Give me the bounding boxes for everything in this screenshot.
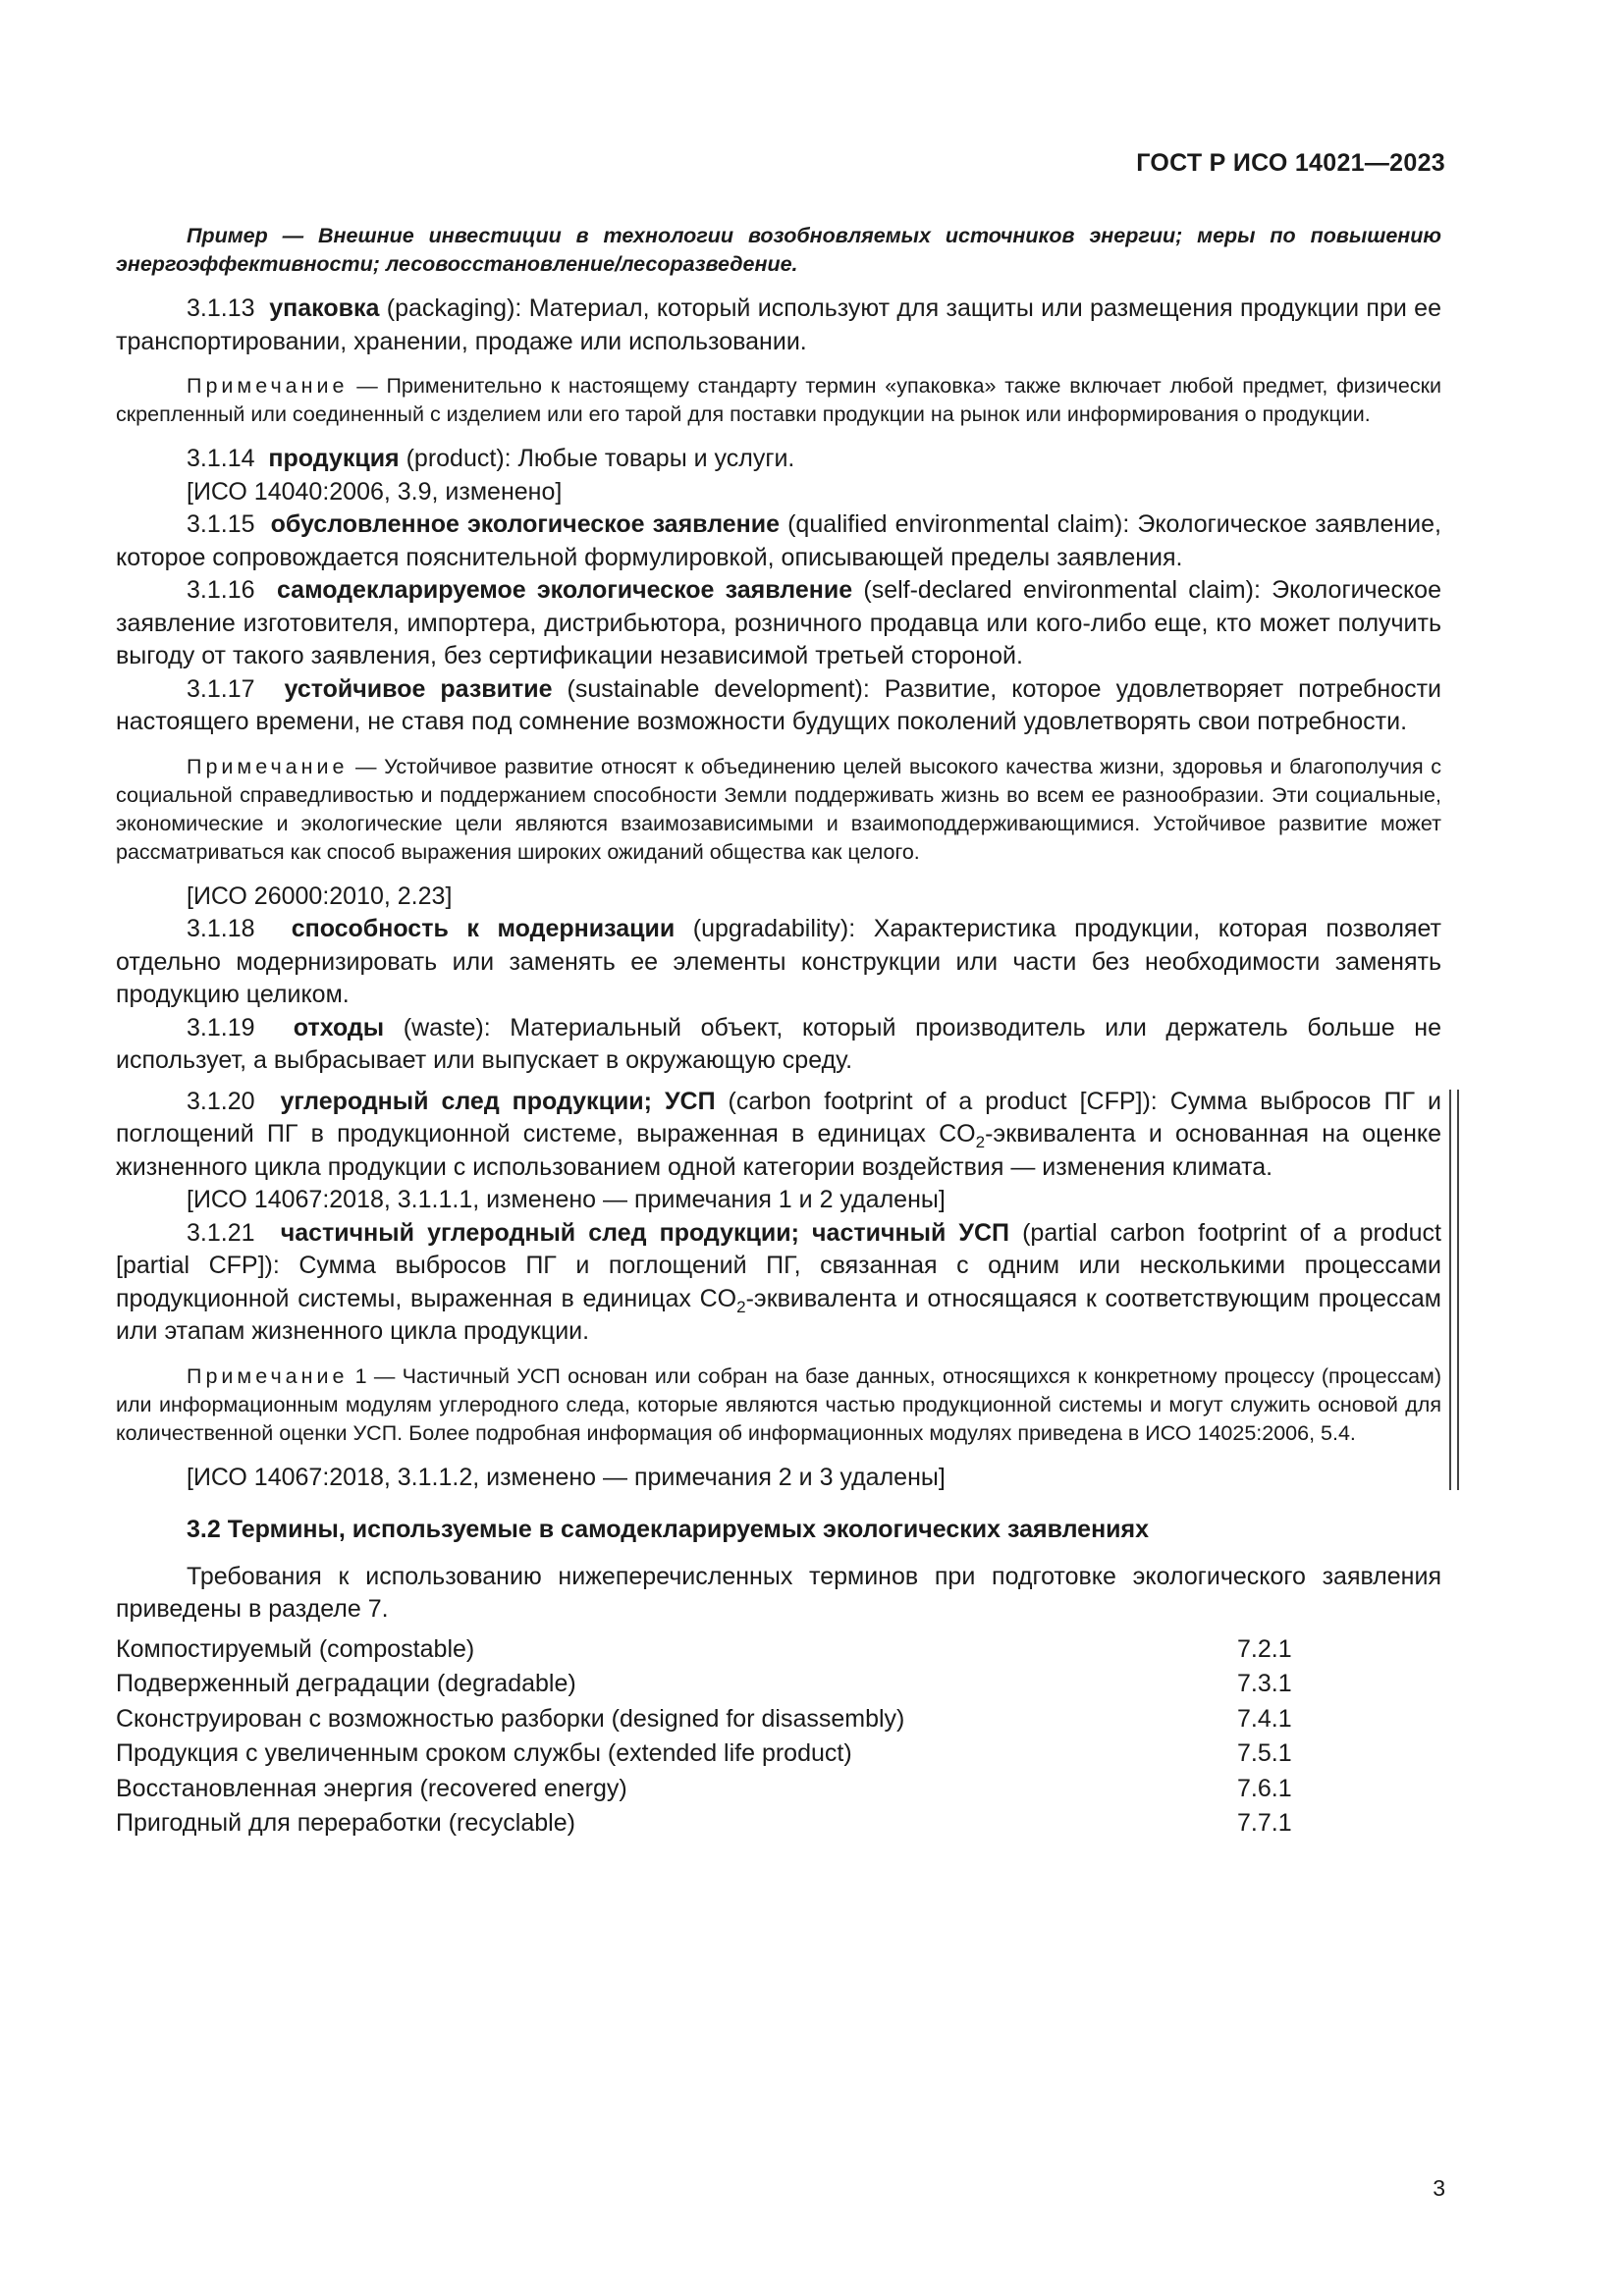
term-definition: (sustainable development): Развитие, которое удовлетворяет потребности настоящего времени, не ставя под сомнение возможности будущих поколений удовлетворять свои потребности. bbox=[116, 674, 1441, 735]
source-3-1-14: [ИСО 14040:2006, 3.9, изменено] bbox=[187, 477, 563, 506]
term-reference-list bbox=[116, 1632, 1441, 1842]
term-definition-cont: -эквивалента и основанная на оценке жизненного цикла продукции с использованием одной категории воздействия — изменения климата. bbox=[116, 1120, 1441, 1181]
note-number: 1 bbox=[348, 1363, 367, 1388]
term-definition: (product): Любые товары и услуги. bbox=[399, 445, 795, 472]
term-list-name: Восстановленная энергия (recovered energy) bbox=[116, 1774, 627, 1802]
term-number: 3.1.17 bbox=[187, 674, 255, 703]
note-label: Примечание bbox=[187, 754, 349, 778]
term-number: 3.1.14 bbox=[187, 445, 255, 472]
term-3-1-14 bbox=[116, 443, 1441, 476]
term-number: 3.1.13 bbox=[187, 294, 255, 322]
term-3-1-16 bbox=[116, 574, 1441, 673]
term-name: упаковка bbox=[269, 294, 380, 322]
term-name: углеродный след продукции; УСП bbox=[280, 1087, 716, 1115]
term-3-1-20 bbox=[116, 1086, 1441, 1185]
term-list-ref: 7.6.1 bbox=[1237, 1774, 1292, 1802]
section-3-2-intro: Требования к использованию нижеперечисленных терминов при подготовке экологического заявления приведены в разделе 7. bbox=[116, 1562, 1441, 1623]
term-number: 3.1.16 bbox=[187, 576, 255, 604]
term-name: обусловленное экологическое заявление bbox=[270, 510, 781, 538]
term-number: 3.1.15 bbox=[187, 510, 255, 538]
section-3-2-title: 3.2 Термины, используемые в самодекларируемых экологических заявлениях bbox=[187, 1516, 1150, 1543]
page-number: 3 bbox=[1433, 2175, 1445, 2201]
term-definition: (upgradability): Характеристика продукции, которая позволяет отдельно модернизировать или заменять ее элементы конструкции или части без необходимости заменять продукцию целиком. bbox=[116, 915, 1441, 1008]
term-number: 3.1.18 bbox=[187, 915, 255, 942]
term-definition-cont: -эквивалента и относящаяся к соответствующим процессам или этапам жизненного цикла продукции. bbox=[116, 1284, 1441, 1345]
term-3-1-17 bbox=[116, 673, 1441, 739]
note-text: — Применительно к настоящему стандарту термин «упаковка» также включает любой предмет, физически скрепленный или соединенный с изделием или его тарой для поставки продукции на рынок или информирования о продукции. bbox=[116, 374, 1441, 426]
term-name: самодекларируемое экологическое заявление bbox=[276, 576, 853, 604]
list-item bbox=[116, 1736, 1441, 1772]
example-text: Пример — Внешние инвестиции в технологии возобновляемых источников энергии; меры по повышению энергоэффективности; лесовосстановление/лесоразведение. bbox=[116, 224, 1441, 276]
term-name: отходы bbox=[293, 1013, 385, 1041]
note-label: Примечание bbox=[187, 1363, 349, 1388]
list-item bbox=[116, 1667, 1441, 1702]
term-number: 3.1.21 bbox=[187, 1218, 255, 1247]
term-list-name: Компостируемый (compostable) bbox=[116, 1634, 475, 1663]
list-item bbox=[116, 1806, 1441, 1842]
source-3-1-21: [ИСО 14067:2018, 3.1.1.2, изменено — примечания 2 и 3 удалены] bbox=[187, 1463, 946, 1491]
list-item bbox=[116, 1702, 1441, 1737]
term-definition: (qualified environmental claim): Экологическое заявление, которое сопровождается пояснительной формулировкой, описывающей пределы заявления. bbox=[116, 510, 1441, 571]
term-number: 3.1.19 bbox=[187, 1013, 255, 1041]
term-definition: (carbon footprint of a product [CFP]): Сумма выбросов ПГ и поглощений ПГ в продукционной системе, выраженная в единицах CO bbox=[116, 1087, 1441, 1148]
term-name: способность к модернизации bbox=[291, 915, 676, 942]
source-3-1-17: [ИСО 26000:2010, 2.23] bbox=[187, 881, 453, 910]
note-3-1-21 bbox=[116, 1362, 1441, 1448]
term-3-1-21 bbox=[116, 1217, 1441, 1349]
subscript: 2 bbox=[736, 1297, 746, 1316]
term-number: 3.1.20 bbox=[187, 1087, 255, 1115]
note-3-1-17 bbox=[116, 753, 1441, 867]
note-text: — Частичный УСП основан или собран на базе данных, относящихся к конкретному процессу (процессам) или информационным модулям углеродного следа, которые являются частью продукционной системы и могут служить основой для количественной оценки УСП. Более подробная информация об информационных модулях приведена в ИСО 14025:2006, 5.4. bbox=[116, 1363, 1441, 1445]
term-definition: (partial carbon footprint of a product [partial CFP]): Сумма выбросов ПГ и поглощений ПГ, связанная с одним или несколькими процессами продукционной системы, выраженная в единицах CO bbox=[116, 1218, 1441, 1312]
standard-designation: ГОСТ Р ИСО 14021—2023 bbox=[1136, 149, 1445, 177]
term-list-ref: 7.2.1 bbox=[1237, 1634, 1292, 1663]
term-3-1-19 bbox=[116, 1012, 1441, 1078]
amended-block bbox=[116, 1086, 1441, 1495]
term-definition: (self-declared environmental claim): Экологическое заявление изготовителя, импортера, дистрибьютора, розничного продавца или кого-либо еще, кто может получить выгоду от такого заявления, без сертификации независимой третьей стороной. bbox=[116, 576, 1441, 669]
term-3-1-18 bbox=[116, 913, 1441, 1012]
list-item bbox=[116, 1772, 1441, 1807]
term-list-ref: 7.7.1 bbox=[1237, 1809, 1292, 1837]
term-name: продукция bbox=[268, 445, 400, 472]
term-name: устойчивое развитие bbox=[284, 674, 553, 703]
term-list-name: Сконструирован с возможностью разборки (designed for disassembly) bbox=[116, 1704, 905, 1733]
page-content bbox=[116, 222, 1441, 1842]
term-list-ref: 7.4.1 bbox=[1237, 1704, 1292, 1733]
term-name: частичный углеродный след продукции; частичный УСП bbox=[280, 1218, 1009, 1247]
term-list-ref: 7.3.1 bbox=[1237, 1670, 1292, 1697]
note-label: Примечание bbox=[187, 374, 349, 398]
subscript: 2 bbox=[975, 1133, 986, 1151]
note-text: — Устойчивое развитие относят к объединению целей высокого качества жизни, здоровья и благополучия с социальной справедливостью и поддержанием способности Земли поддерживать жизнь во всем ее разнообразии. Эти социальные, экономические и экологические цели являются взаимозависимыми и взаимоподдерживающимися. Устойчивое развитие может рассматриваться как способ выражения широких ожиданий общества как целого. bbox=[116, 754, 1441, 864]
term-list-name: Продукция с увеличенным сроком службы (extended life product) bbox=[116, 1739, 852, 1767]
term-3-1-15 bbox=[116, 508, 1441, 574]
term-definition: (waste): Материальный объект, который производитель или держатель больше не использует, а выбрасывает или выпускает в окружающую среду. bbox=[116, 1013, 1441, 1074]
term-definition: (packaging): Материал, который используют для защиты или размещения продукции при ее транспортировании, хранении, продаже или использовании. bbox=[116, 294, 1441, 355]
term-list-name: Пригодный для переработки (recyclable) bbox=[116, 1809, 575, 1837]
source-3-1-20: [ИСО 14067:2018, 3.1.1.1, изменено — примечания 1 и 2 удалены] bbox=[187, 1186, 946, 1213]
list-item bbox=[116, 1632, 1441, 1668]
term-list-ref: 7.5.1 bbox=[1237, 1739, 1292, 1767]
note-3-1-13 bbox=[116, 372, 1441, 429]
term-3-1-13 bbox=[116, 293, 1441, 358]
term-list-name: Подверженный деградации (degradable) bbox=[116, 1670, 576, 1697]
